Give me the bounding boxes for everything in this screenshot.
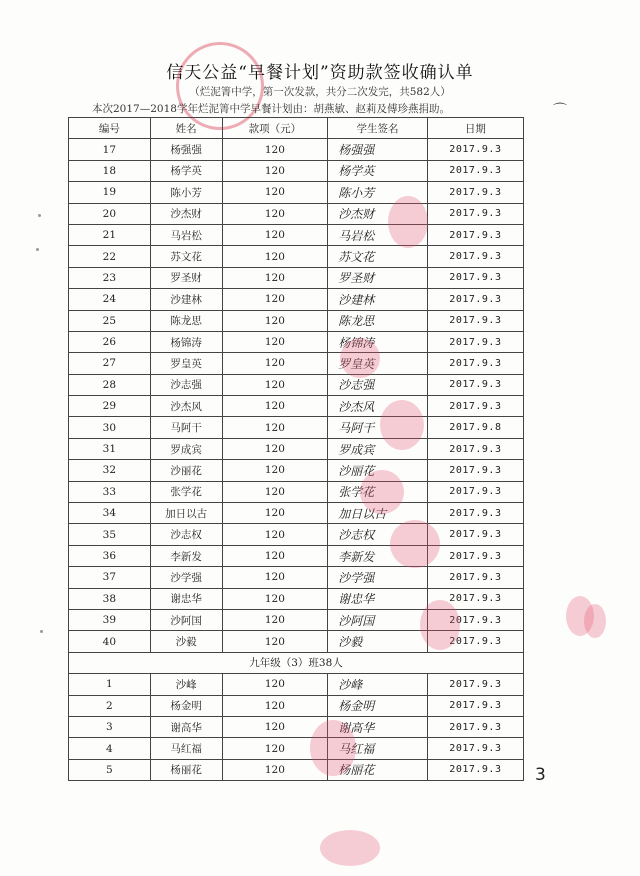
cell-date: 2017.9.3: [427, 289, 523, 310]
cell-name: 杨丽花: [150, 759, 222, 780]
cell-date: 2017.9.3: [427, 759, 523, 780]
cell-date: 2017.9.3: [427, 524, 523, 545]
cell-number: 34: [69, 503, 151, 524]
cell-name: 马岩松: [150, 224, 222, 245]
cell-signature: 沙毅: [328, 631, 428, 652]
cell-signature: 陈小芳: [328, 182, 428, 203]
fingerprint-mark: [310, 720, 356, 776]
cell-signature: 谢高华: [328, 716, 428, 737]
cell-signature: 沙丽花: [328, 460, 428, 481]
cell-amount: 120: [222, 267, 328, 288]
col-header-signature: 学生签名: [328, 118, 428, 139]
col-header-date: 日期: [427, 118, 523, 139]
cell-name: 马阿干: [150, 417, 222, 438]
table-row: [69, 182, 524, 203]
table-row: [69, 716, 524, 737]
cell-signature: 陈龙思: [328, 310, 428, 331]
cell-number: 19: [69, 182, 151, 203]
table-row: [69, 460, 524, 481]
fingerprint-mark: [420, 600, 460, 650]
cell-signature: 沙志权: [328, 524, 428, 545]
cell-amount: 120: [222, 417, 328, 438]
cell-date: 2017.9.3: [427, 182, 523, 203]
table-row: [69, 417, 524, 438]
cell-name: 张学花: [150, 481, 222, 502]
cell-amount: 120: [222, 460, 328, 481]
cell-name: 陈龙思: [150, 310, 222, 331]
table-row: [69, 738, 524, 759]
cell-date: 2017.9.3: [427, 267, 523, 288]
cell-name: 罗成宾: [150, 438, 222, 459]
cell-date: 2017.9.3: [427, 503, 523, 524]
cell-amount: 120: [222, 396, 328, 417]
cell-number: 23: [69, 267, 151, 288]
donor-note: 本次2017—2018学年烂泥箐中学早餐计划由：胡燕敏、赵莉及傅珍燕捐助。: [92, 103, 450, 115]
cell-date: 2017.9.3: [427, 716, 523, 737]
table-row: [69, 267, 524, 288]
cell-name: 马红福: [150, 738, 222, 759]
table-row: [69, 545, 524, 566]
cell-signature: 沙杰风: [328, 396, 428, 417]
table-row: [69, 674, 524, 695]
cell-signature: 马红福: [328, 738, 428, 759]
table-row: [69, 438, 524, 459]
page-number: 3: [535, 765, 546, 785]
cell-date: 2017.9.3: [427, 353, 523, 374]
cell-number: 35: [69, 524, 151, 545]
cell-date: 2017.9.3: [427, 674, 523, 695]
cell-amount: 120: [222, 246, 328, 267]
cell-date: 2017.9.3: [427, 588, 523, 609]
table-row: [69, 310, 524, 331]
cell-name: 沙阿国: [150, 609, 222, 630]
table-row: [69, 503, 524, 524]
cell-number: 27: [69, 353, 151, 374]
table-row: [69, 289, 524, 310]
cell-number: 3: [69, 716, 151, 737]
cell-date: 2017.9.8: [427, 417, 523, 438]
table-body-grade9: [69, 674, 524, 781]
cell-date: 2017.9.3: [427, 139, 523, 160]
binder-hole: [38, 214, 41, 217]
cell-number: 28: [69, 374, 151, 395]
cell-name: 罗皇英: [150, 353, 222, 374]
fingerprint-mark: [340, 338, 380, 378]
cell-name: 沙志权: [150, 524, 222, 545]
document-title: 信天公益“早餐计划”资助款签收确认单: [166, 63, 474, 83]
cell-date: 2017.9.3: [427, 203, 523, 224]
cell-amount: 120: [222, 182, 328, 203]
cell-number: 17: [69, 139, 151, 160]
cell-signature: 加日以古: [328, 503, 428, 524]
cell-date: 2017.9.3: [427, 396, 523, 417]
cell-name: 谢忠华: [150, 588, 222, 609]
receipt-table: [68, 117, 524, 781]
cell-name: 沙毅: [150, 631, 222, 652]
cell-name: 沙建林: [150, 289, 222, 310]
cell-date: 2017.9.3: [427, 331, 523, 352]
cell-amount: 120: [222, 331, 328, 352]
section-label: 九年级（3）班38人: [69, 652, 524, 673]
cell-name: 沙峰: [150, 674, 222, 695]
cell-signature: 沙峰: [328, 674, 428, 695]
cell-date: 2017.9.3: [427, 310, 523, 331]
cell-number: 5: [69, 759, 151, 780]
cell-number: 18: [69, 160, 151, 181]
cell-number: 25: [69, 310, 151, 331]
cell-name: 加日以古: [150, 503, 222, 524]
cell-name: 沙志强: [150, 374, 222, 395]
cell-name: 沙学强: [150, 567, 222, 588]
cell-name: 罗圣财: [150, 267, 222, 288]
cell-date: 2017.9.3: [427, 481, 523, 502]
fingerprint-mark: [360, 470, 404, 514]
cell-amount: 120: [222, 438, 328, 459]
cell-signature: 沙阿国: [328, 609, 428, 630]
table-row: [69, 481, 524, 502]
cell-signature: 沙建林: [328, 289, 428, 310]
cell-name: 杨金明: [150, 695, 222, 716]
col-header-amount: 款项（元）: [222, 118, 328, 139]
cell-number: 22: [69, 246, 151, 267]
cell-date: 2017.9.3: [427, 609, 523, 630]
cell-number: 4: [69, 738, 151, 759]
cell-signature: 杨金明: [328, 695, 428, 716]
table-row: [69, 695, 524, 716]
cell-signature: 沙杰财: [328, 203, 428, 224]
cell-number: 24: [69, 289, 151, 310]
cell-amount: 120: [222, 224, 328, 245]
cell-number: 31: [69, 438, 151, 459]
cell-number: 37: [69, 567, 151, 588]
cell-name: 苏文花: [150, 246, 222, 267]
fingerprint-mark: [388, 196, 428, 248]
cell-name: 沙杰风: [150, 396, 222, 417]
cell-amount: 120: [222, 674, 328, 695]
table-row: [69, 224, 524, 245]
cell-date: 2017.9.3: [427, 567, 523, 588]
corner-mark: ⌒: [553, 103, 567, 119]
cell-signature: 杨学英: [328, 160, 428, 181]
table-row: [69, 353, 524, 374]
binder-hole: [36, 248, 39, 251]
fingerprint-mark: [584, 604, 606, 638]
cell-name: 杨强强: [150, 139, 222, 160]
cell-amount: 120: [222, 738, 328, 759]
cell-amount: 120: [222, 609, 328, 630]
cell-signature: 杨强强: [328, 139, 428, 160]
cell-date: 2017.9.3: [427, 631, 523, 652]
table-row: [69, 588, 524, 609]
cell-name: 杨锦涛: [150, 331, 222, 352]
cell-signature: 张学花: [328, 481, 428, 502]
cell-name: 谢高华: [150, 716, 222, 737]
cell-date: 2017.9.3: [427, 246, 523, 267]
table-row: [69, 203, 524, 224]
col-header-name: 姓名: [150, 118, 222, 139]
cell-amount: 120: [222, 310, 328, 331]
cell-date: 2017.9.3: [427, 695, 523, 716]
cell-amount: 120: [222, 481, 328, 502]
cell-name: 沙杰财: [150, 203, 222, 224]
cell-signature: 马阿干: [328, 417, 428, 438]
cell-signature: 苏文花: [328, 246, 428, 267]
cell-amount: 120: [222, 160, 328, 181]
table-row: [69, 374, 524, 395]
cell-amount: 120: [222, 545, 328, 566]
cell-number: 39: [69, 609, 151, 630]
cell-date: 2017.9.3: [427, 460, 523, 481]
cell-signature: 杨锦涛: [328, 331, 428, 352]
cell-number: 26: [69, 331, 151, 352]
cell-number: 2: [69, 695, 151, 716]
cell-number: 33: [69, 481, 151, 502]
cell-number: 21: [69, 224, 151, 245]
table-row: [69, 160, 524, 181]
cell-number: 36: [69, 545, 151, 566]
cell-signature: 谢忠华: [328, 588, 428, 609]
fingerprint-mark: [320, 830, 380, 866]
cell-amount: 120: [222, 567, 328, 588]
section-row: [69, 652, 524, 673]
table-row: [69, 524, 524, 545]
cell-name: 沙丽花: [150, 460, 222, 481]
cell-signature: 沙志强: [328, 374, 428, 395]
cell-number: 1: [69, 674, 151, 695]
cell-amount: 120: [222, 289, 328, 310]
cell-name: 李新发: [150, 545, 222, 566]
cell-amount: 120: [222, 716, 328, 737]
cell-amount: 120: [222, 353, 328, 374]
cell-number: 32: [69, 460, 151, 481]
cell-number: 38: [69, 588, 151, 609]
cell-date: 2017.9.3: [427, 545, 523, 566]
cell-signature: 罗皇英: [328, 353, 428, 374]
cell-number: 40: [69, 631, 151, 652]
cell-amount: 120: [222, 695, 328, 716]
cell-number: 30: [69, 417, 151, 438]
cell-date: 2017.9.3: [427, 224, 523, 245]
cell-signature: 杨丽花: [328, 759, 428, 780]
cell-amount: 120: [222, 203, 328, 224]
table-row: [69, 331, 524, 352]
cell-amount: 120: [222, 759, 328, 780]
cell-number: 20: [69, 203, 151, 224]
col-header-number: 编号: [69, 118, 151, 139]
cell-signature: 罗圣财: [328, 267, 428, 288]
cell-signature: 罗成宾: [328, 438, 428, 459]
table-row: [69, 246, 524, 267]
table-row: [69, 759, 524, 780]
table-row: [69, 139, 524, 160]
cell-signature: 马岩松: [328, 224, 428, 245]
cell-signature: 沙学强: [328, 567, 428, 588]
document-subtitle: （烂泥箐中学，第一次发款，共分二次发完，共582人）: [189, 86, 451, 98]
cell-amount: 120: [222, 631, 328, 652]
cell-number: 29: [69, 396, 151, 417]
table-row: [69, 567, 524, 588]
table-body-grade8: [69, 139, 524, 652]
cell-amount: 120: [222, 139, 328, 160]
cell-amount: 120: [222, 503, 328, 524]
cell-date: 2017.9.3: [427, 438, 523, 459]
cell-amount: 120: [222, 524, 328, 545]
table-header-row: [69, 118, 524, 139]
cell-date: 2017.9.3: [427, 160, 523, 181]
cell-date: 2017.9.3: [427, 738, 523, 759]
fingerprint-mark: [380, 400, 424, 450]
cell-name: 杨学英: [150, 160, 222, 181]
binder-hole: [40, 630, 43, 633]
cell-name: 陈小芳: [150, 182, 222, 203]
cell-signature: 李新发: [328, 545, 428, 566]
cell-date: 2017.9.3: [427, 374, 523, 395]
cell-amount: 120: [222, 374, 328, 395]
cell-amount: 120: [222, 588, 328, 609]
fingerprint-mark: [390, 520, 440, 568]
table-row: [69, 396, 524, 417]
